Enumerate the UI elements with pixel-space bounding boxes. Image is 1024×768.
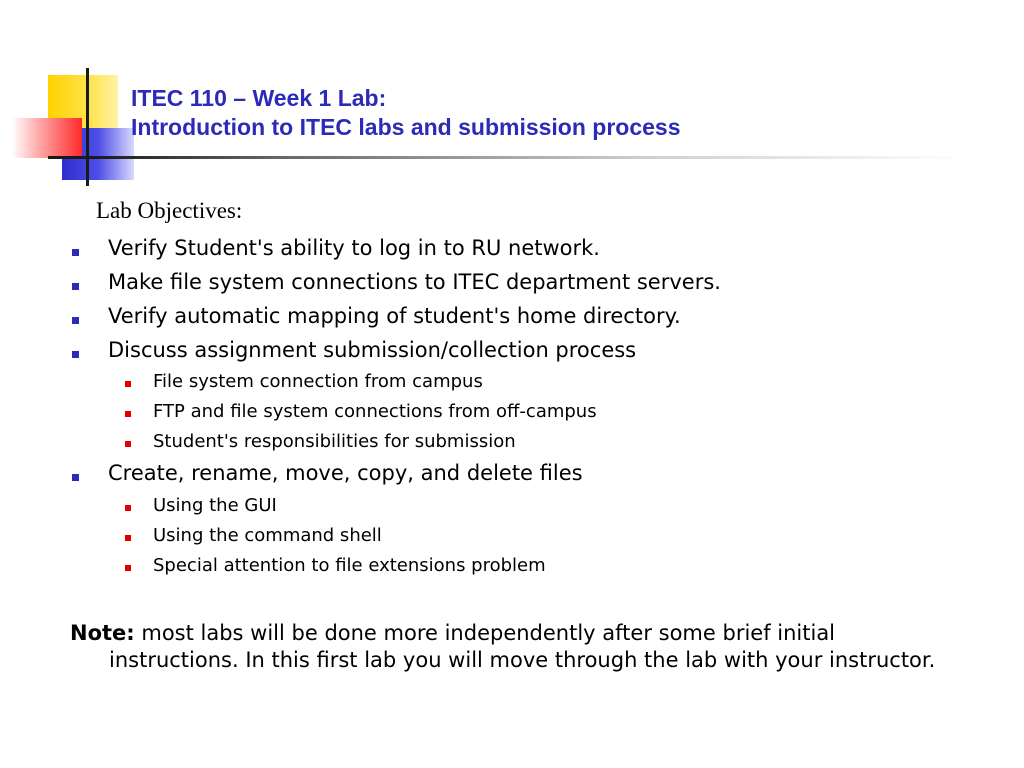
list-item xyxy=(108,236,600,260)
title-line-1: ITEC 110 – Week 1 Lab: xyxy=(131,85,387,111)
square-bullet-icon xyxy=(72,351,79,358)
square-bullet-icon xyxy=(72,474,79,481)
square-bullet-icon xyxy=(125,381,131,387)
sub-list-item-label: Special attention to file extensions problem xyxy=(153,555,546,576)
square-bullet-icon xyxy=(72,249,79,256)
sub-list-item xyxy=(153,401,597,422)
list-item xyxy=(108,461,583,485)
list-item xyxy=(108,338,636,362)
sub-list-item xyxy=(153,525,382,546)
sub-list-item-label: Using the command shell xyxy=(153,525,382,546)
list-item-label: Create, rename, move, copy, and delete files xyxy=(108,461,583,485)
list-item-label: Verify Student's ability to log in to RU network. xyxy=(108,236,600,260)
note-text: most labs will be done more independently after some brief initial instructions. In this first lab you will move through the lab with your instructor. xyxy=(109,621,936,672)
list-item xyxy=(108,270,721,294)
square-bullet-icon xyxy=(125,411,131,417)
title-underline xyxy=(48,156,968,159)
square-bullet-icon xyxy=(125,505,131,511)
square-bullet-icon xyxy=(72,317,79,324)
square-bullet-icon xyxy=(125,535,131,541)
note-label: Note: xyxy=(70,621,135,645)
square-bullet-icon xyxy=(125,565,131,571)
sub-list-item-label: File system connection from campus xyxy=(153,371,483,392)
sub-list-item-label: Using the GUI xyxy=(153,495,277,516)
sub-list-item xyxy=(153,495,277,516)
list-item xyxy=(108,304,681,328)
lab-objectives-heading: Lab Objectives: xyxy=(96,198,243,223)
title-line-2: Introduction to ITEC labs and submission process xyxy=(131,114,681,140)
list-item-label: Make file system connections to ITEC department servers. xyxy=(108,270,721,294)
logo-red-square xyxy=(12,118,82,158)
note-paragraph xyxy=(70,620,969,674)
sub-list-item-label: Student's responsibilities for submission xyxy=(153,431,516,452)
sub-list-item-label: FTP and file system connections from off-campus xyxy=(153,401,597,422)
sub-list-item xyxy=(153,371,483,392)
sub-list-item xyxy=(153,555,546,576)
sub-list-item xyxy=(153,431,516,452)
list-item-label: Discuss assignment submission/collection process xyxy=(108,338,637,362)
list-item-label: Verify automatic mapping of student's home directory. xyxy=(108,304,681,328)
square-bullet-icon xyxy=(125,441,131,447)
logo-vertical-line xyxy=(86,68,89,186)
slide-title xyxy=(131,84,681,142)
square-bullet-icon xyxy=(72,283,79,290)
